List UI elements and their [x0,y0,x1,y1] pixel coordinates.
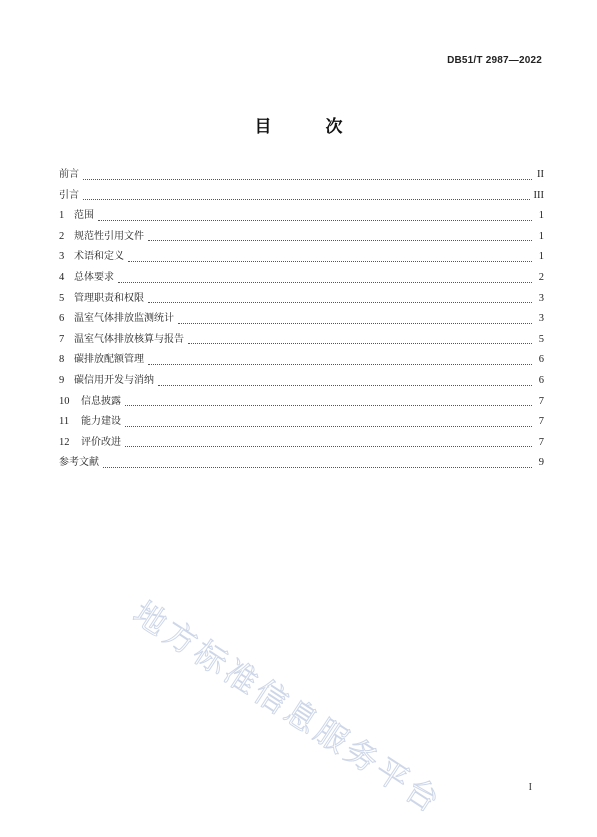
toc-leader-dots [125,404,532,406]
toc-entry-number: 10 [59,395,70,407]
toc-entry-label: 温室气体排放监测统计 [74,313,174,325]
toc-leader-dots [178,322,532,324]
toc-entry-page: II [537,169,544,180]
page-number: I [528,782,532,793]
toc-entry-3[interactable] [59,247,544,268]
toc-entry-label: 引言 [59,189,79,201]
toc-entry-6[interactable] [59,309,544,330]
toc-leader-dots [103,466,532,468]
toc-entry-page: 3 [538,313,544,325]
toc-entry-number: 9 [59,374,65,386]
toc-entry-references[interactable] [59,453,544,474]
toc-entry-label: 碳信用开发与消纳 [74,374,154,386]
toc-leader-dots [125,425,532,427]
toc-leader-dots [83,198,530,200]
toc-entry-label: 规范性引用文件 [74,230,144,242]
toc-entry-12[interactable] [59,433,544,454]
toc-entry-page: 1 [538,210,544,222]
toc-entry-label: 前言 [59,169,79,180]
toc-entry-page: 3 [538,292,544,304]
toc-leader-dots [125,445,532,447]
toc-leader-dots [148,239,532,241]
toc-entry-number: 4 [59,271,65,283]
toc-entry-5[interactable] [59,289,544,310]
toc-entry-label: 总体要求 [74,271,114,283]
toc-entry-7[interactable] [59,330,544,351]
toc-entry-number: 11 [59,416,70,428]
toc-entry-1[interactable] [59,206,544,227]
toc-entry-page: 9 [538,457,544,469]
toc-entry-label: 范围 [74,210,94,222]
toc-entry-2[interactable] [59,227,544,248]
toc-entry-4[interactable] [59,268,544,289]
toc-leader-dots [118,281,532,283]
toc-entry-page: 1 [538,251,544,263]
toc-entry-label: 碳排放配额管理 [74,354,144,366]
toc-entry-page: 5 [538,333,544,345]
toc-entry-label: 能力建设 [81,416,121,428]
toc-entry-page: 7 [538,416,544,428]
toc-entry-foreword[interactable] [59,165,544,186]
watermark: 地方标准信息服务平台 [126,593,450,822]
toc-leader-dots [98,219,532,221]
toc-entry-label: 参考文献 [59,457,99,469]
toc-entry-page: 2 [538,271,544,283]
toc-entry-page: 6 [538,354,544,366]
toc-leader-dots [148,301,532,303]
toc-entry-9[interactable] [59,371,544,392]
toc-entry-number: 12 [59,436,70,448]
toc-entry-number: 1 [59,210,65,222]
toc-entry-number: 7 [59,333,65,345]
toc-entry-label: 信息披露 [81,395,121,407]
toc-entry-number: 5 [59,292,65,304]
toc-entry-8[interactable] [59,350,544,371]
toc-entry-page: 1 [538,230,544,242]
toc-leader-dots [188,342,532,344]
toc-leader-dots [83,178,532,180]
toc-entry-label: 管理职责和权限 [74,292,144,304]
toc-entry-number: 2 [59,230,65,242]
toc-entry-10[interactable] [59,392,544,413]
toc-entry-page: 6 [538,374,544,386]
toc-entry-page: III [533,189,544,201]
toc-entry-11[interactable] [59,412,544,433]
toc-entry-number: 3 [59,251,65,263]
toc-title: 目 次 [254,117,367,137]
toc-entry-page: 7 [538,436,544,448]
document-code: DB51/T 2987—2022 [447,55,542,66]
toc-leader-dots [128,260,532,262]
toc-entry-label: 术语和定义 [74,251,124,263]
toc-entry-page: 7 [538,395,544,407]
toc-entry-introduction[interactable] [59,186,544,207]
toc-leader-dots [158,384,532,386]
toc-entry-label: 评价改进 [81,436,121,448]
toc-entry-number: 8 [59,354,65,366]
toc-entry-number: 6 [59,313,65,325]
toc-leader-dots [148,363,532,365]
toc-entry-label: 温室气体排放核算与报告 [74,333,184,345]
table-of-contents [59,165,544,474]
